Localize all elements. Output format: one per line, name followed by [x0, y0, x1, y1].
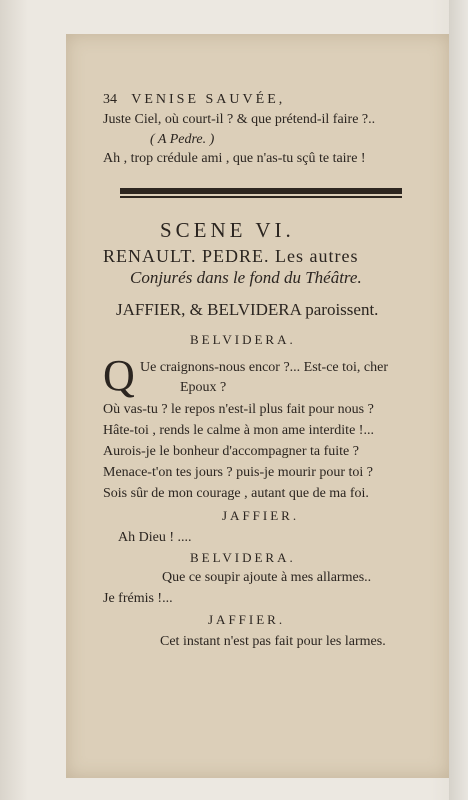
verse-line: Ah Dieu ! ....: [118, 530, 192, 545]
enter-direction: JAFFIER, & BELVIDERA paroissent.: [116, 300, 379, 319]
verse-line: Hâte-toi , rends le calme à mon ame interdite !...: [103, 423, 374, 438]
cast-line-2: Conjurés dans le fond du Théâtre.: [130, 268, 362, 287]
verse-line: Que ce soupir ajoute à mes allarmes..: [162, 570, 372, 585]
scene-title: SCENE VI.: [160, 218, 295, 242]
section-rule: [120, 188, 402, 194]
verse-line: Aurois-je le bonheur d'accompagner ta fuite ?: [103, 444, 359, 459]
verse-line: Sois sûr de mon courage , autant que de ma foi.: [103, 486, 369, 501]
verse-line: Menace-t'on tes jours ? puis-je mourir pour toi ?: [103, 465, 374, 480]
verse-line: Je frémis !...: [103, 591, 173, 606]
speaker-name: BELVIDERA.: [190, 332, 296, 347]
section-rule-thin: [120, 196, 402, 198]
cast-line: RENAULT. PEDRE. Les autres: [103, 246, 359, 266]
verse-line: Ah , trop crédule ami , que n'as-tu sçû te taire !: [103, 151, 366, 166]
speaker-name: JAFFIER.: [222, 508, 300, 523]
running-title: VENISE SAUVÉE,: [131, 92, 286, 107]
stage-direction: ( A Pedre. ): [150, 132, 215, 147]
verse-line: Epoux ?: [180, 380, 227, 395]
verse-line: Cet instant n'est pas fait pour les larmes.: [160, 634, 386, 649]
running-header: [103, 92, 403, 108]
verse-line: Ue craignons-nous encor ?... Est-ce toi, cher: [140, 360, 389, 375]
page-number: 34: [103, 92, 117, 107]
speaker-name: JAFFIER.: [208, 612, 286, 627]
verse-line: Où vas-tu ? le repos n'est-il plus fait pour nous ?: [103, 402, 374, 417]
page-edge: [449, 0, 468, 800]
drop-cap: Q: [103, 351, 135, 400]
verse-line: Juste Ciel, où court-il ? & que prétend-il faire ?..: [103, 112, 376, 127]
speaker-name: BELVIDERA.: [190, 550, 296, 565]
